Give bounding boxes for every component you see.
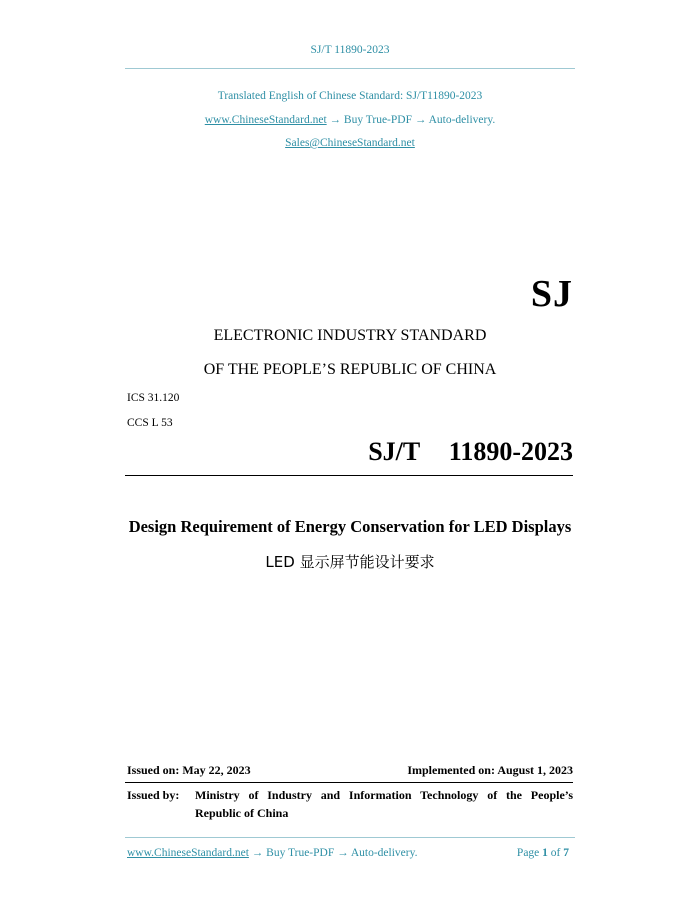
of-word: of bbox=[550, 847, 561, 859]
standard-type-line1: ELECTRONIC INDUSTRY STANDARD bbox=[213, 327, 487, 344]
footer-divider bbox=[125, 837, 575, 838]
standard-type-line2: OF THE PEOPLE’S REPUBLIC OF CHINA bbox=[203, 361, 497, 378]
email-link[interactable]: Sales@ChineseStandard.net bbox=[285, 137, 415, 149]
english-title: Design Requirement of Energy Conservation for LED Displays bbox=[128, 517, 572, 536]
promo-line bbox=[0, 114, 700, 126]
email-line bbox=[0, 137, 700, 149]
page-indicator bbox=[517, 847, 569, 859]
issued-by-authority: Ministry of Industry and Information Technology of the People’s Republic of China bbox=[195, 788, 573, 820]
implemented-on-date: Implemented on: August 1, 2023 bbox=[407, 763, 573, 777]
header-standard-code: SJ/T 11890-2023 bbox=[310, 44, 390, 56]
issued-by-label: Issued by: bbox=[127, 788, 180, 802]
translated-notice: Translated English of Chinese Standard: SJ/T11890-2023 bbox=[217, 90, 483, 102]
chinese-title: LED 显示屏节能设计要求 bbox=[265, 553, 435, 571]
ics-code: ICS 31.120 bbox=[127, 392, 180, 404]
title-divider bbox=[125, 475, 573, 476]
issued-on-date: Issued on: May 22, 2023 bbox=[127, 763, 251, 777]
standard-number: SJ/T 11890-2023 bbox=[368, 437, 573, 466]
buy-text: → Buy True-PDF → Auto-delivery. bbox=[326, 114, 496, 126]
page-current: 1 bbox=[542, 847, 548, 859]
footer-promo bbox=[127, 847, 417, 859]
page-word: Page bbox=[516, 847, 540, 859]
footer-buy-text: → Buy True-PDF → Auto-delivery. bbox=[248, 847, 418, 859]
footer-site-link[interactable]: www.ChineseStandard.net bbox=[127, 847, 249, 859]
header-divider bbox=[125, 68, 575, 69]
issued-by-block bbox=[127, 786, 573, 822]
dates-divider bbox=[125, 782, 573, 783]
standard-mark: SJ bbox=[530, 273, 573, 315]
ccs-code: CCS L 53 bbox=[127, 417, 173, 429]
page-total: 7 bbox=[563, 847, 569, 859]
site-link[interactable]: www.ChineseStandard.net bbox=[204, 114, 327, 126]
